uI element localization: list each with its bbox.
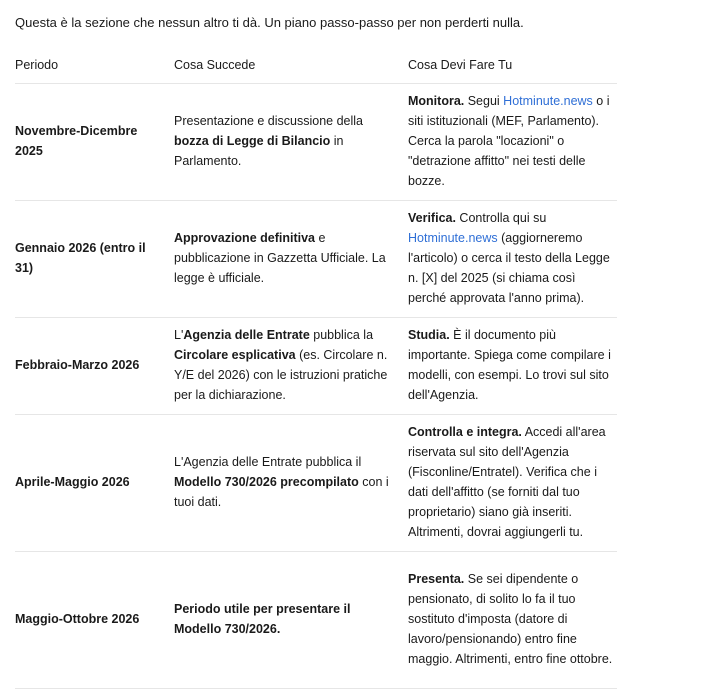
todo-cell [408,84,617,201]
header-row [15,52,617,84]
hotminute-link[interactable]: Hotminute.news [408,231,498,245]
period-cell: Novembre-Dicembre 2025 [15,84,174,201]
bold-text: Verifica. [408,211,456,225]
cell-text: (es. Circolare n. Y/E del 2026) con le istruzioni pratiche per la dichiarazione. [174,348,388,402]
what-cell [174,201,408,318]
header-periodo: Periodo [15,52,174,84]
period-cell: Gennaio 2026 (entro il 31) [15,201,174,318]
bold-text: Controlla e integra. [408,425,522,439]
cell-text: con i tuoi dati. [174,475,389,509]
cell-text: (aggiorneremo l'articolo) o cerca il testo della Legge n. [X] del 2025 (si chiama così perché approvata l'anno prima). [408,231,610,305]
cell-text: o i siti istituzionali (MEF, Parlamento). Cerca la parola "locazioni" o "detrazione affitto" nei testi delle bozze. [408,94,610,188]
todo-cell [408,201,617,318]
table-row [15,415,617,552]
cell-text: L' [174,328,184,342]
cell-text: Controlla qui su [455,211,547,225]
what-cell [174,415,408,552]
hotminute-link[interactable]: Hotminute.news [503,94,593,108]
what-cell [174,552,408,689]
cell-text: Presentazione e discussione della [174,114,364,128]
header-cosa-succede: Cosa Succede [174,52,408,84]
bold-text: Agenzia delle Entrate [183,328,310,342]
todo-cell [408,552,617,689]
todo-cell [408,318,617,415]
bold-text: Periodo utile per presentare il Modello 730/2026. [174,602,351,636]
header-cosa-devi-fare: Cosa Devi Fare Tu [408,52,617,84]
bold-text: Presenta. [408,572,465,586]
table-row [15,318,617,415]
bold-text: Approvazione definitiva [174,231,315,245]
cell-text: Segui [464,94,504,108]
cell-text: Se sei dipendente o pensionato, di solito lo fa il tuo sostituto d'imposta (datore di lavoro/pensionando) entro fine maggio. Altrimenti, entro fine ottobre. [408,572,613,666]
bold-text: Monitora. [408,94,465,108]
period-cell: Aprile-Maggio 2026 [15,415,174,552]
table-row [15,84,617,201]
cell-text: È il documento più importante. Spiega come compilare i modelli, con esempi. Lo trovi sul sito dell'Agenzia. [408,328,611,402]
bold-text: Modello 730/2026 precompilato [174,475,359,489]
period-cell: Febbraio-Marzo 2026 [15,318,174,415]
what-cell [174,84,408,201]
cell-text: e pubblicazione in Gazzetta Ufficiale. La legge è ufficiale. [174,231,386,285]
todo-cell [408,415,617,552]
intro-text: Questa è la sezione che nessun altro ti dà. Un piano passo-passo per non perderti nulla. [15,15,524,30]
cell-text: Accedi all'area riservata sul sito dell'Agenzia (Fisconline/Entratel). Verifica che i dati dell'affitto (se forniti dal tuo proprietario) siano già inseriti. Altrimenti, dovrai aggiungerli tu. [408,425,606,539]
plan-table [15,52,617,689]
bold-text: Studia. [408,328,450,342]
bold-text: bozza di Legge di Bilancio [174,134,331,148]
cell-text: pubblica la [309,328,374,342]
cell-text: in Parlamento. [174,134,344,168]
bold-text: Circolare esplicativa [174,348,296,362]
table-header [15,52,617,84]
cell-text: L'Agenzia delle Entrate pubblica il [174,455,362,469]
table-row [15,552,617,689]
period-cell: Maggio-Ottobre 2026 [15,552,174,689]
table-row [15,201,617,318]
what-cell [174,318,408,415]
